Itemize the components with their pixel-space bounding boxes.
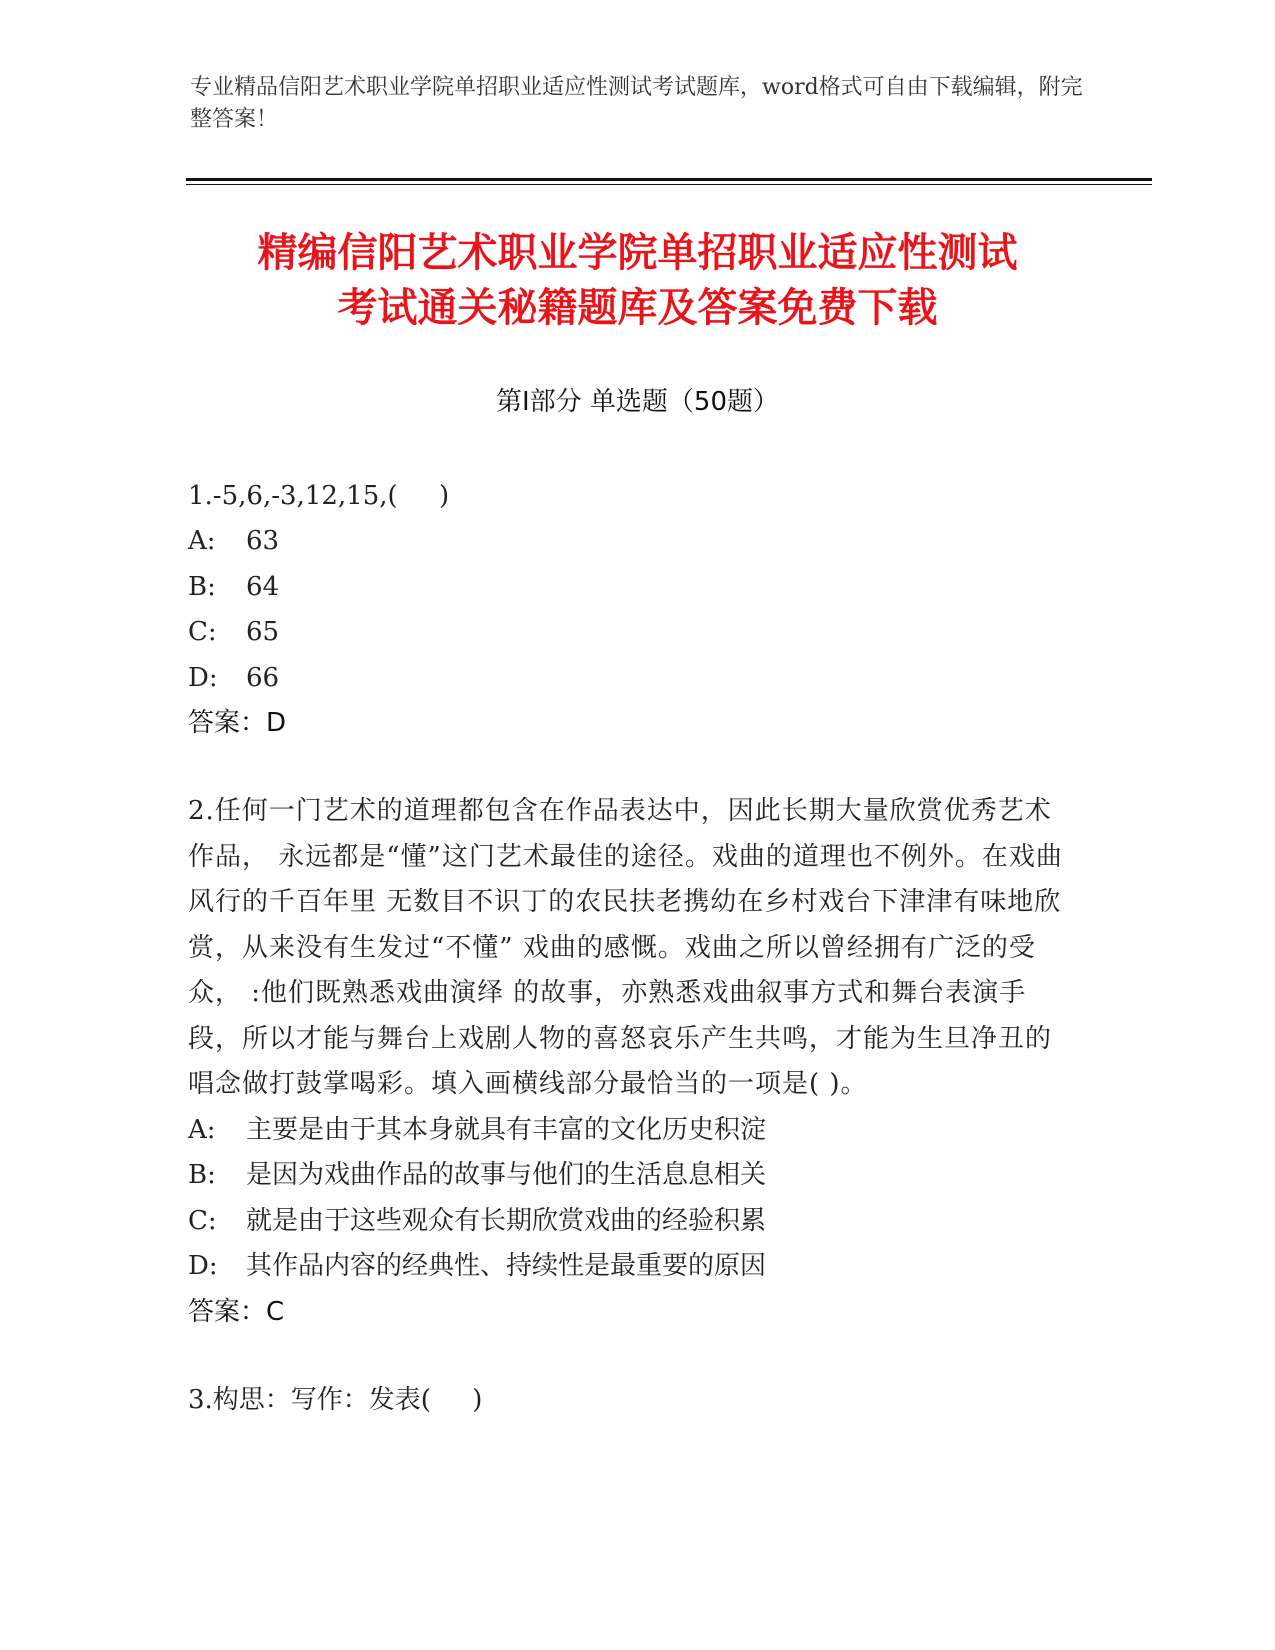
question-2 bbox=[188, 789, 1078, 1335]
option-text: 66 bbox=[246, 662, 280, 693]
option-label: C: bbox=[188, 1205, 217, 1236]
spacer bbox=[188, 1335, 1078, 1378]
option-label: B: bbox=[188, 571, 216, 602]
header-divider-thin bbox=[186, 184, 1152, 185]
question-1 bbox=[188, 474, 1078, 746]
question-stem: 2.任何一门艺术的道理都包含在作品表达中，因此长期大量欣赏优秀艺术作品， 永远都是“懂”这门艺术最佳的途径。戏曲的道理也不例外。在戏曲风行的千百年里 无数目不识丁的农民扶老携幼在乡村戏台下津津有味地欣赏，从来没有生发过“不懂” 戏曲的感慨。戏曲之所以曾经拥有广泛的受众， :他们既熟悉戏曲演绎 的故事，亦熟悉戏曲叙事方式和舞台表演手段，所以才能与舞台上戏剧人物的喜怒哀乐产生共鸣，才能为生旦净丑的唱念做打鼓掌喝彩。填入画横线部分最恰当的一项是( )。 bbox=[188, 796, 1063, 1099]
header-divider-thick bbox=[186, 178, 1152, 181]
option-b bbox=[188, 1153, 1078, 1199]
header-note: 专业精品信阳艺术职业学院单招职业适应性测试考试题库，word格式可自由下载编辑，附完整答案！ bbox=[190, 75, 1083, 132]
option-text: 是因为戏曲作品的故事与他们的生活息息相关 bbox=[246, 1160, 767, 1190]
section-title: 第Ⅰ部分 单选题（50题） bbox=[495, 387, 780, 417]
title-line-1: 精编信阳艺术职业学院单招职业适应性测试 bbox=[257, 230, 1018, 276]
option-b bbox=[188, 565, 1078, 611]
answer: 答案：C bbox=[188, 1296, 285, 1327]
option-text: 65 bbox=[246, 617, 280, 647]
option-label: A: bbox=[188, 526, 216, 556]
question-stem: 3.构思：写作：发表( ) bbox=[188, 1384, 483, 1415]
option-label: C: bbox=[188, 617, 217, 647]
question-list bbox=[188, 474, 1078, 1423]
option-a bbox=[188, 519, 1078, 565]
document-title bbox=[100, 226, 1175, 336]
question-stem: 1.-5,6,-3,12,15,( ) bbox=[188, 481, 450, 511]
option-label: B: bbox=[188, 1160, 216, 1190]
option-c bbox=[188, 1199, 1078, 1245]
option-label: A: bbox=[188, 1114, 216, 1145]
answer: 答案：D bbox=[188, 708, 287, 738]
option-text: 就是由于这些观众有长期欣赏戏曲的经验积累 bbox=[246, 1205, 767, 1236]
option-label: D: bbox=[188, 662, 218, 693]
option-text: 其作品内容的经典性、持续性是最重要的原因 bbox=[246, 1251, 767, 1281]
option-text: 主要是由于其本身就具有丰富的文化历史积淀 bbox=[246, 1114, 767, 1145]
option-d bbox=[188, 1244, 1078, 1290]
option-label: D: bbox=[188, 1251, 218, 1281]
option-a bbox=[188, 1108, 1078, 1154]
title-line-2: 考试通关秘籍题库及答案免费下载 bbox=[337, 285, 938, 331]
spacer bbox=[188, 746, 1078, 789]
option-c bbox=[188, 610, 1078, 656]
option-d bbox=[188, 656, 1078, 702]
question-3 bbox=[188, 1378, 1078, 1423]
option-text: 63 bbox=[246, 526, 280, 556]
option-text: 64 bbox=[246, 571, 280, 602]
